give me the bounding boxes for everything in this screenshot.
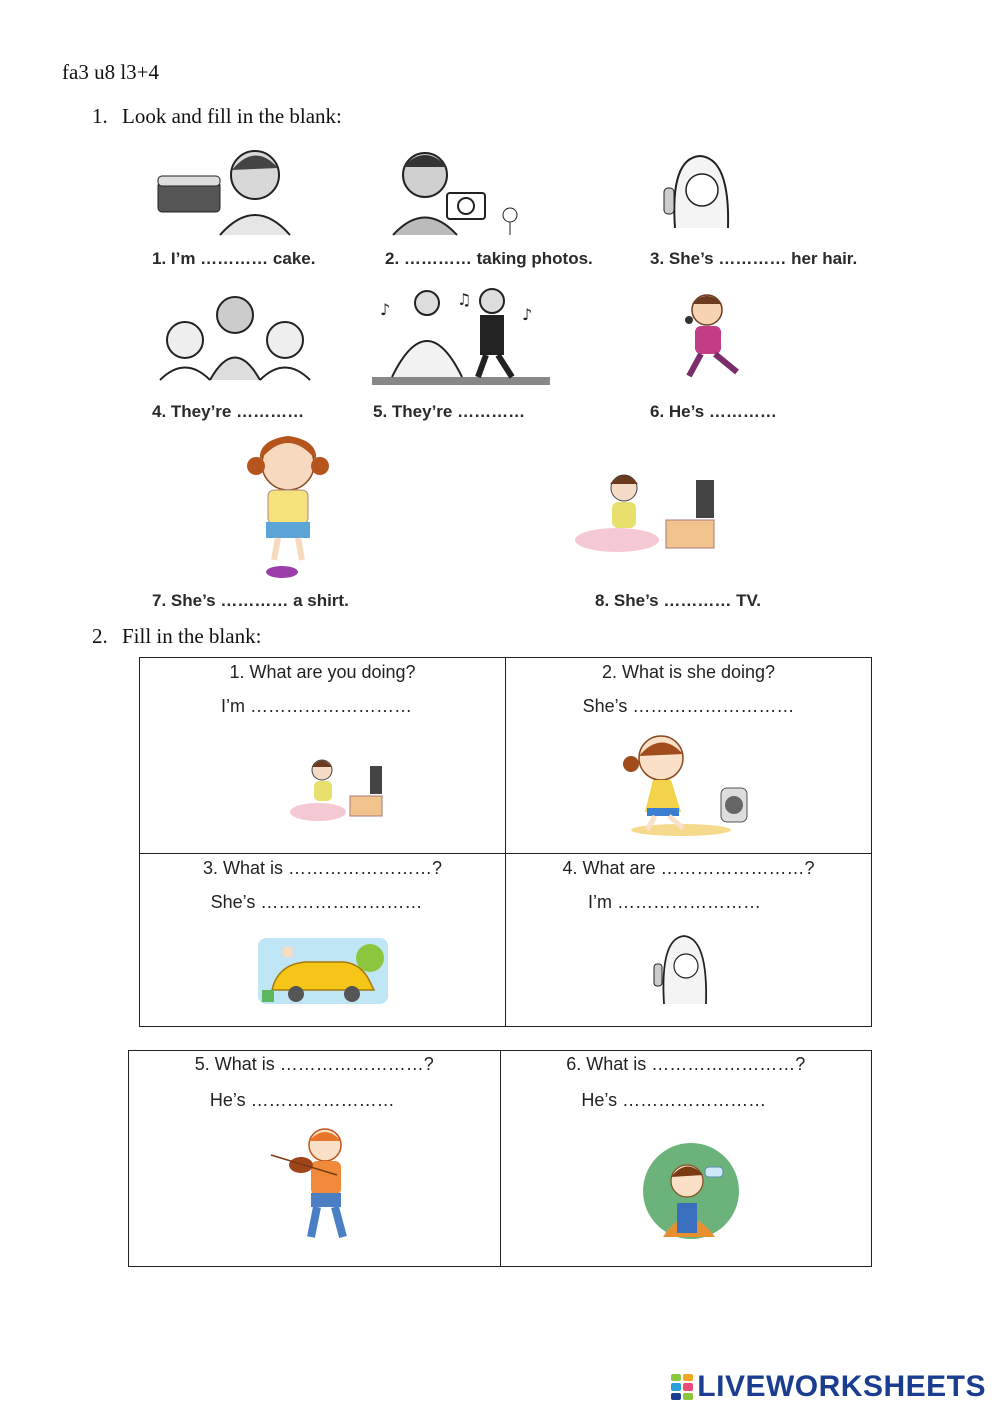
boy-singing-illustration xyxy=(665,290,760,380)
caption-5: 5. They’re ………… xyxy=(373,402,526,421)
exercise-cell-6 xyxy=(500,1051,872,1267)
caption-3: 3. She’s ………… her hair. xyxy=(650,249,858,268)
answer-4: I’m …………………… xyxy=(588,892,761,912)
svg-text:♪: ♪ xyxy=(380,300,391,319)
answer-1: I’m ……………………… xyxy=(221,696,412,716)
question-1: 1. What are you doing? xyxy=(229,662,416,682)
exercise-cell-4 xyxy=(506,854,872,1027)
boy-drinking-water-illustration xyxy=(641,1141,741,1241)
exercise-table-1 xyxy=(139,657,872,1027)
girl-brushing-hair-illustration xyxy=(650,148,750,238)
answer-2: She’s ……………………… xyxy=(582,696,795,716)
section-2-heading: 2. Fill in the blank: xyxy=(92,624,262,648)
caption-1: 1. I’m ………… cake. xyxy=(152,249,316,268)
question-4: 4. What are ……………………? xyxy=(562,858,815,878)
question-5: 5. What is ……………………? xyxy=(194,1054,434,1074)
boy-playing-violin-illustration xyxy=(267,1125,367,1245)
question-6: 6. What is ……………………? xyxy=(566,1054,806,1074)
answer-5: He’s …………………… xyxy=(209,1090,395,1110)
answer-6: He’s …………………… xyxy=(581,1090,767,1110)
caption-6: 6. He’s ………… xyxy=(650,402,777,421)
caption-2: 2. ………… taking photos. xyxy=(385,249,593,268)
liveworksheets-logo-icon xyxy=(671,1374,693,1400)
exercise-table-2 xyxy=(128,1050,872,1267)
people-talking-illustration xyxy=(155,290,315,385)
question-3: 3. What is ……………………? xyxy=(202,858,443,878)
girl-watching-tv-illustration xyxy=(288,754,388,824)
section-1-heading: 1. Look and fill in the blank: xyxy=(92,104,342,128)
liveworksheets-logo xyxy=(671,1370,986,1404)
girl-taking-photos-illustration xyxy=(385,145,535,240)
exercise-cell-3 xyxy=(140,854,506,1027)
exercise-cell-5 xyxy=(129,1051,501,1267)
girl-watching-tv-illustration xyxy=(572,460,722,560)
girl-wearing-shirt-illustration xyxy=(238,430,338,580)
exercise-cell-1 xyxy=(140,658,506,854)
caption-4: 4. They’re ………… xyxy=(152,402,305,421)
girl-brushing-hair-illustration xyxy=(648,930,718,1010)
liveworksheets-logo-text: LIVEWORKSHEETS xyxy=(697,1370,986,1403)
boy-eating-cake-illustration xyxy=(150,140,300,240)
caption-7: 7. She’s ………… a shirt. xyxy=(152,591,349,610)
girl-dancing-illustration xyxy=(611,730,761,840)
girl-washing-car-illustration xyxy=(258,938,388,1010)
couple-dancing-illustration xyxy=(372,285,552,390)
svg-text:♪: ♪ xyxy=(522,305,533,324)
exercise-cell-2 xyxy=(506,658,872,854)
caption-8: 8. She’s ………… TV. xyxy=(595,591,761,610)
svg-text:♫: ♫ xyxy=(457,290,472,309)
question-2: 2. What is she doing? xyxy=(601,662,776,682)
answer-3: She’s ……………………… xyxy=(210,892,423,912)
worksheet-title: fa3 u8 l3+4 xyxy=(62,60,159,84)
